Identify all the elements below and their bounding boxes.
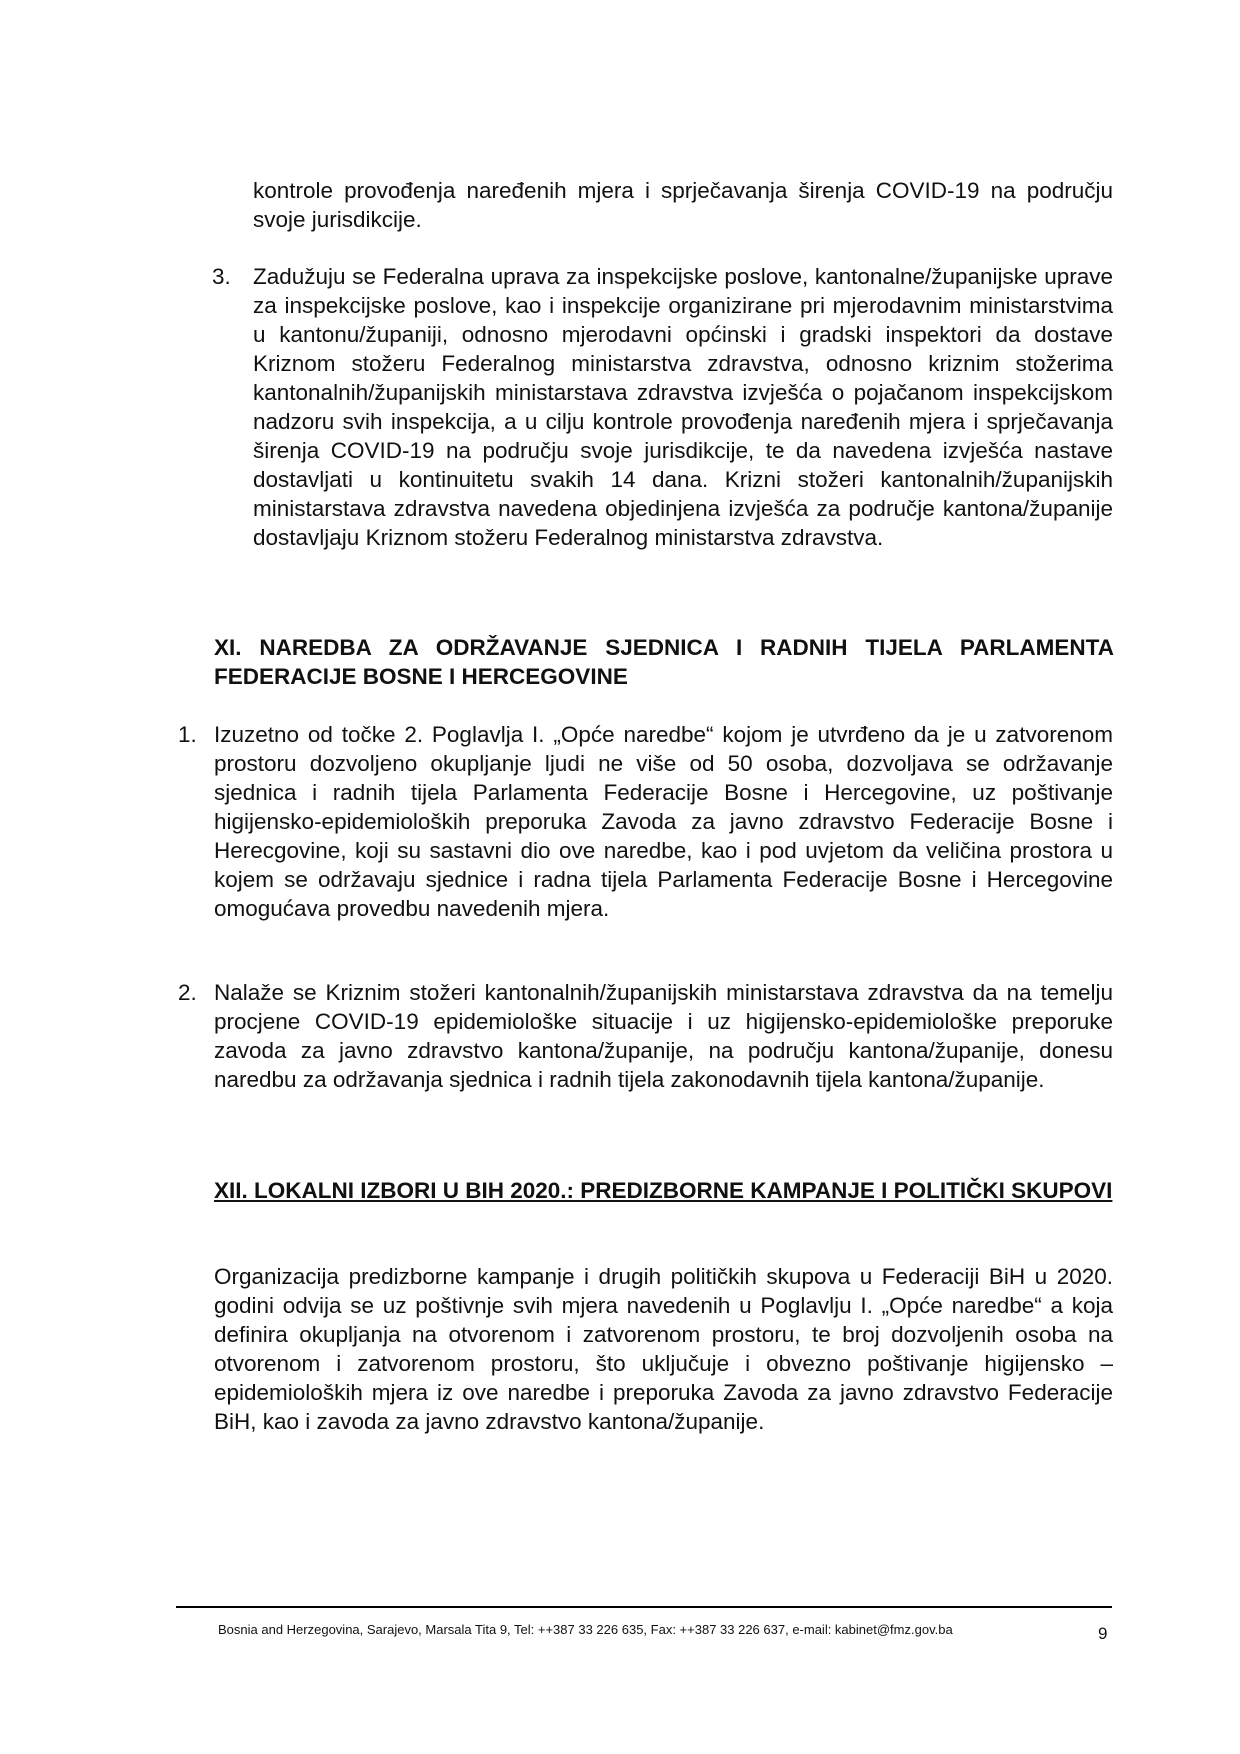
section-11-item-1-number: 1. xyxy=(178,722,197,747)
section-11-item-1-text: Izuzetno od točke 2. Poglavlja I. „Opće naredbe“ kojom je utvrđeno da je u zatvorenom prostoru dozvoljeno okupljanje ljudi ne više od 50 osoba, dozvoljava se održavanje sjednica i radnih tijela Parlamenta Federacije Bosne i Hercegovine, uz poštivanje higijensko-epidemioloških preporuka Zavoda za javno zdravstvo Federacije Bosne i Herecgovine, koji su sastavni dio ove naredbe, kao i pod uvjetom da veličina prostora u kojem se održavaju sjednice i radna tijela Parlamenta Federacije Bosne i Hercegovine omogućava provedbu navedenih mjera. xyxy=(214,722,1113,921)
footer-contact-info: Bosnia and Herzegovina, Sarajevo, Marsala Tita 9, Tel: ++387 33 226 635, Fax: ++387 33 226 637, e-mail: kabinet@fmz.gov.ba xyxy=(218,1622,953,1637)
footer-divider xyxy=(176,1606,1112,1608)
item-continuation-text: kontrole provođenja naređenih mjera i sprječavanja širenja COVID-19 na području svoje jurisdikcije. xyxy=(253,178,1113,232)
item-3-text: Zadužuju se Federalna uprava za inspekcijske poslove, kantonalne/županijske uprave za inspekcijske poslove, kao i inspekcije organizirane pri mjerodavnim ministarstvima u kantonu/županiji, odnosno mjerodavni općinski i gradski inspektori da dostave Kriznom stožeru Federalnog ministarstva zdravstva, odnosno kriznim stožerima kantonalnih/županijskih ministarstava zdravstva izvješća o pojačanom inspekcijskom nadzoru svih inspekcija, a u cilju kontrole provođenja naređenih mjera i sprječavanja širenja COVID-19 na području svoje jurisdikcije, te da navedena izvješća nastave dostavljati u kontinuitetu svakih 14 dana. Krizni stožeri kantonalnih/županijskih ministarstava zdravstva navedena objedinjena izvješća za područje kantona/županije dostavljaju Kriznom stožeru Federalnog ministarstva zdravstva. xyxy=(253,264,1113,550)
section-12-paragraph: Organizacija predizborne kampanje i drugih političkih skupova u Federaciji BiH u 2020. godini odvija se uz poštivnje svih mjera navedenih u Poglavlju I. „Opće naredbe“ a koja definira okupljanja na otvorenom i zatvorenom prostoru, te broj dozvoljenih osoba na otvorenom i zatvorenom prostoru, što uključuje i obvezno poštivanje higijensko – epidemioloških mjera iz ove naredbe i preporuka Zavoda za javno zdravstvo Federacije BiH, kao i zavoda za javno zdravstvo kantona/županije. xyxy=(214,1264,1113,1434)
section-11-item-2-number: 2. xyxy=(178,980,197,1005)
section-11-item-2-text: Nalaže se Kriznim stožeri kantonalnih/županijskih ministarstava zdravstva da na temelju procjene COVID-19 epidemiološke situacije i uz higijensko-epidemiološke preporuke zavoda za javno zdravstvo kantona/županije, na području kantona/županije, donesu naredbu za održavanja sjednica i radnih tijela zakonodavnih tijela kantona/županije. xyxy=(214,980,1113,1092)
item-3-number: 3. xyxy=(212,264,231,289)
page-number: 9 xyxy=(1098,1624,1108,1643)
section-11-heading: XI. NAREDBA ZA ODRŽAVANJE SJEDNICA I RADNIH TIJELA PARLAMENTA FEDERACIJE BOSNE I HERCEGOVINE xyxy=(214,635,1114,689)
section-12-heading: XII. LOKALNI IZBORI U BIH 2020.: PREDIZBORNE KAMPANJE I POLITIČKI SKUPOVI xyxy=(214,1178,1113,1203)
